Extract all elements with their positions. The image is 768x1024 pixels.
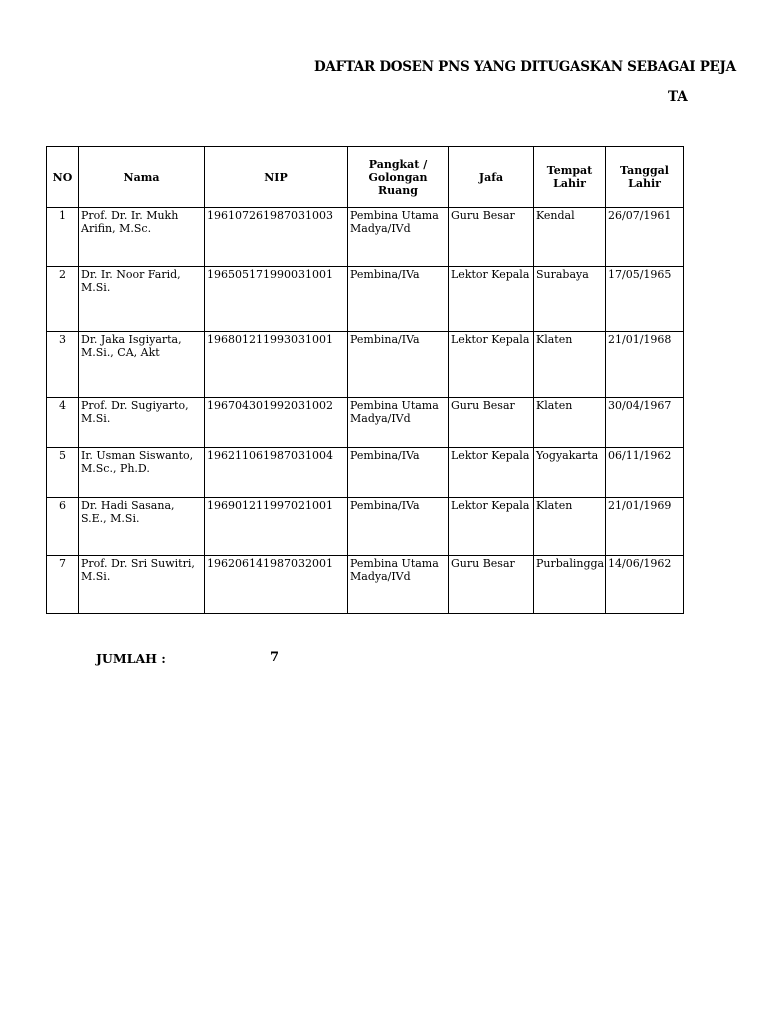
cell-nip: 196801211993031001 [205,332,348,398]
header-jafa: Jafa [449,147,534,208]
cell-no: 6 [47,498,79,556]
cell-no: 2 [47,267,79,332]
cell-pangkat: Pembina Utama Madya/IVd [348,398,449,448]
table-row [47,332,684,398]
cell-nama: Ir. Usman Siswanto, M.Sc., Ph.D. [79,448,205,498]
cell-nama: Dr. Ir. Noor Farid, M.Si. [79,267,205,332]
cell-pangkat: Pembina/IVa [348,267,449,332]
cell-tempat-lahir: Surabaya [534,267,606,332]
header-pangkat: Pangkat / Golongan Ruang [348,147,449,208]
cell-jafa: Guru Besar [449,556,534,614]
table-row [47,556,684,614]
cell-no: 7 [47,556,79,614]
cell-jafa: Guru Besar [449,398,534,448]
lecturer-table [46,146,684,614]
cell-nama: Dr. Jaka Isgiyarta, M.Si., CA, Akt [79,332,205,398]
header-nip: NIP [205,147,348,208]
table-row [47,208,684,267]
header-no: NO [47,147,79,208]
cell-nip: 196704301992031002 [205,398,348,448]
cell-nama: Prof. Dr. Ir. Mukh Arifin, M.Sc. [79,208,205,267]
cell-tanggal-lahir: 21/01/1969 [606,498,684,556]
total-label: JUMLAH : [96,651,166,666]
cell-tempat-lahir: Klaten [534,332,606,398]
cell-jafa: Lektor Kepala [449,498,534,556]
cell-tanggal-lahir: 21/01/1968 [606,332,684,398]
cell-jafa: Lektor Kepala [449,448,534,498]
cell-nip: 196206141987032001 [205,556,348,614]
cell-jafa: Guru Besar [449,208,534,267]
cell-tanggal-lahir: 26/07/1961 [606,208,684,267]
table-row [47,267,684,332]
cell-no: 5 [47,448,79,498]
cell-tempat-lahir: Klaten [534,398,606,448]
cell-pangkat: Pembina/IVa [348,498,449,556]
table-row [47,448,684,498]
cell-tanggal-lahir: 17/05/1965 [606,267,684,332]
table-row [47,398,684,448]
table-header-row [47,147,684,208]
cell-tempat-lahir: Kendal [534,208,606,267]
cell-nama: Prof. Dr. Sri Suwitri, M.Si. [79,556,205,614]
header-tanggal-lahir: Tanggal Lahir [606,147,684,208]
cell-tempat-lahir: Yogyakarta [534,448,606,498]
cell-pangkat: Pembina Utama Madya/IVd [348,556,449,614]
cell-nip: 196901211997021001 [205,498,348,556]
cell-no: 4 [47,398,79,448]
cell-no: 1 [47,208,79,267]
cell-nip: 196505171990031001 [205,267,348,332]
cell-tanggal-lahir: 30/04/1967 [606,398,684,448]
cell-nama: Dr. Hadi Sasana, S.E., M.Si. [79,498,205,556]
cell-nip: 196211061987031004 [205,448,348,498]
document-subtitle: TA [668,89,688,105]
document-title: DAFTAR DOSEN PNS YANG DITUGASKAN SEBAGAI PEJA [314,59,736,75]
header-tempat-lahir: Tempat Lahir [534,147,606,208]
cell-pangkat: Pembina/IVa [348,448,449,498]
cell-jafa: Lektor Kepala [449,332,534,398]
header-nama: Nama [79,147,205,208]
table-row [47,498,684,556]
cell-pangkat: Pembina Utama Madya/IVd [348,208,449,267]
cell-nama: Prof. Dr. Sugiyarto, M.Si. [79,398,205,448]
cell-pangkat: Pembina/IVa [348,332,449,398]
cell-tempat-lahir: Klaten [534,498,606,556]
total-value: 7 [270,650,280,665]
cell-tanggal-lahir: 14/06/1962 [606,556,684,614]
cell-no: 3 [47,332,79,398]
cell-jafa: Lektor Kepala [449,267,534,332]
cell-nip: 196107261987031003 [205,208,348,267]
cell-tempat-lahir: Purbalingga [534,556,606,614]
cell-tanggal-lahir: 06/11/1962 [606,448,684,498]
